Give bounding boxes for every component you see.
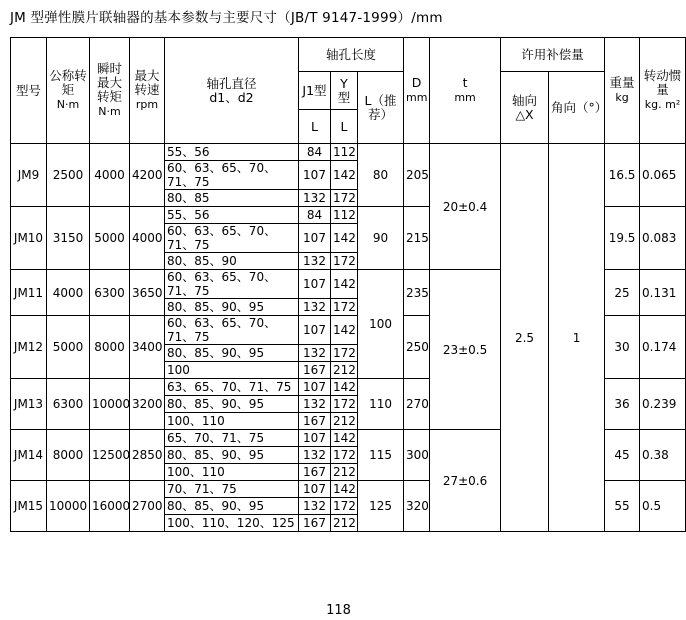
axial-compensation-cell: 2.5 — [501, 144, 549, 532]
weight-cell: 45 — [605, 430, 640, 481]
header-d: D mm — [404, 38, 430, 144]
y-length-cell: 172 — [331, 299, 358, 316]
peak-torque-cell: 16000 — [90, 481, 130, 532]
weight-cell: 16.5 — [605, 144, 640, 207]
nominal-torque-cell: 3150 — [47, 207, 90, 270]
header-l-recommended: L（推荐） — [358, 72, 404, 144]
y-length-cell: 172 — [331, 498, 358, 515]
y-length-cell: 212 — [331, 515, 358, 532]
j1-length-cell: 132 — [299, 345, 331, 362]
bore-diameter-cell: 60、63、65、70、71、75 — [165, 224, 299, 253]
header-compensation: 许用补偿量 — [501, 38, 605, 72]
nominal-torque-cell: 2500 — [47, 144, 90, 207]
bore-diameter-cell: 70、71、75 — [165, 481, 299, 498]
j1-length-cell: 84 — [299, 207, 331, 224]
header-inertia: 转动惯量 kg. m² — [640, 38, 686, 144]
j1-length-cell: 107 — [299, 430, 331, 447]
j1-length-cell: 132 — [299, 447, 331, 464]
y-length-cell: 142 — [331, 161, 358, 190]
j1-length-cell: 107 — [299, 270, 331, 299]
bore-diameter-cell: 100、110 — [165, 464, 299, 481]
d-cell: 300 — [404, 430, 430, 481]
bore-diameter-cell: 55、56 — [165, 207, 299, 224]
y-length-cell: 142 — [331, 481, 358, 498]
bore-diameter-cell: 80、85、90 — [165, 253, 299, 270]
bore-diameter-cell: 60、63、65、70、71、75 — [165, 270, 299, 299]
j1-length-cell: 107 — [299, 161, 331, 190]
bore-diameter-cell: 80、85、90、95 — [165, 299, 299, 316]
bore-diameter-cell: 100、110、120、125 — [165, 515, 299, 532]
y-length-cell: 112 — [331, 207, 358, 224]
j1-length-cell: 167 — [299, 413, 331, 430]
table-title: JM 型弹性膜片联轴器的基本参数与主要尺寸（JB/T 9147-1999）/mm — [10, 10, 443, 26]
model-cell: JM10 — [11, 207, 47, 270]
j1-length-cell: 107 — [299, 379, 331, 396]
header-y-type: Y 型 — [331, 72, 358, 110]
l-recommended-cell: 100 — [358, 270, 404, 379]
header-bore-length: 轴孔长度 — [299, 38, 404, 72]
inertia-cell: 0.38 — [640, 430, 686, 481]
t-value-cell: 23±0.5 — [430, 270, 501, 430]
j1-length-cell: 107 — [299, 481, 331, 498]
bore-diameter-cell: 100 — [165, 362, 299, 379]
weight-cell: 55 — [605, 481, 640, 532]
y-length-cell: 112 — [331, 144, 358, 161]
nominal-torque-cell: 5000 — [47, 316, 90, 379]
bore-diameter-cell: 80、85、90、95 — [165, 447, 299, 464]
max-speed-cell: 3650 — [130, 270, 165, 316]
inertia-cell: 0.239 — [640, 379, 686, 430]
max-speed-cell: 4000 — [130, 207, 165, 270]
y-length-cell: 172 — [331, 190, 358, 207]
j1-length-cell: 167 — [299, 362, 331, 379]
y-length-cell: 172 — [331, 345, 358, 362]
t-value-cell: 27±0.6 — [430, 430, 501, 532]
nominal-torque-cell: 8000 — [47, 430, 90, 481]
j1-length-cell: 132 — [299, 396, 331, 413]
model-cell: JM13 — [11, 379, 47, 430]
header-peak-torque: 瞬时最大转矩 N·m — [90, 38, 130, 144]
y-length-cell: 172 — [331, 447, 358, 464]
header-model: 型号 — [11, 38, 47, 144]
inertia-cell: 0.174 — [640, 316, 686, 379]
d-cell: 250 — [404, 316, 430, 379]
header-bore-diameter: 轴孔直径 d1、d2 — [165, 38, 299, 144]
angular-compensation-cell: 1 — [549, 144, 605, 532]
y-length-cell: 212 — [331, 362, 358, 379]
weight-cell: 36 — [605, 379, 640, 430]
bore-diameter-cell: 80、85、90、95 — [165, 345, 299, 362]
y-length-cell: 172 — [331, 253, 358, 270]
model-cell: JM11 — [11, 270, 47, 316]
j1-length-cell: 84 — [299, 144, 331, 161]
header-weight: 重量 kg — [605, 38, 640, 144]
weight-cell: 19.5 — [605, 207, 640, 270]
nominal-torque-cell: 4000 — [47, 270, 90, 316]
peak-torque-cell: 8000 — [90, 316, 130, 379]
peak-torque-cell: 12500 — [90, 430, 130, 481]
y-length-cell: 212 — [331, 413, 358, 430]
j1-length-cell: 107 — [299, 316, 331, 345]
y-length-cell: 142 — [331, 270, 358, 299]
max-speed-cell: 2850 — [130, 430, 165, 481]
max-speed-cell: 3400 — [130, 316, 165, 379]
nominal-torque-cell: 6300 — [47, 379, 90, 430]
l-recommended-cell: 125 — [358, 481, 404, 532]
model-cell: JM12 — [11, 316, 47, 379]
max-speed-cell: 3200 — [130, 379, 165, 430]
inertia-cell: 0.083 — [640, 207, 686, 270]
y-length-cell: 142 — [331, 224, 358, 253]
header-nominal-torque: 公称转矩 N·m — [47, 38, 90, 144]
weight-cell: 25 — [605, 270, 640, 316]
y-length-cell: 172 — [331, 396, 358, 413]
j1-length-cell: 167 — [299, 464, 331, 481]
inertia-cell: 0.065 — [640, 144, 686, 207]
j1-length-cell: 167 — [299, 515, 331, 532]
l-recommended-cell: 80 — [358, 144, 404, 207]
peak-torque-cell: 10000 — [90, 379, 130, 430]
peak-torque-cell: 5000 — [90, 207, 130, 270]
header-j1-l: L — [299, 110, 331, 144]
j1-length-cell: 107 — [299, 224, 331, 253]
bore-diameter-cell: 60、63、65、70、71、75 — [165, 316, 299, 345]
peak-torque-cell: 4000 — [90, 144, 130, 207]
y-length-cell: 142 — [331, 379, 358, 396]
d-cell: 270 — [404, 379, 430, 430]
bore-diameter-cell: 80、85 — [165, 190, 299, 207]
inertia-cell: 0.5 — [640, 481, 686, 532]
l-recommended-cell: 90 — [358, 207, 404, 270]
peak-torque-cell: 6300 — [90, 270, 130, 316]
coupling-parameters-table — [10, 37, 686, 532]
j1-length-cell: 132 — [299, 299, 331, 316]
j1-length-cell: 132 — [299, 190, 331, 207]
max-speed-cell: 2700 — [130, 481, 165, 532]
j1-length-cell: 132 — [299, 498, 331, 515]
d-cell: 215 — [404, 207, 430, 270]
max-speed-cell: 4200 — [130, 144, 165, 207]
header-y-l: L — [331, 110, 358, 144]
bore-diameter-cell: 60、63、65、70、71、75 — [165, 161, 299, 190]
bore-diameter-cell: 80、85、90、95 — [165, 396, 299, 413]
j1-length-cell: 132 — [299, 253, 331, 270]
l-recommended-cell: 115 — [358, 430, 404, 481]
bore-diameter-cell: 100、110 — [165, 413, 299, 430]
model-cell: JM9 — [11, 144, 47, 207]
bore-diameter-cell: 55、56 — [165, 144, 299, 161]
page-number: 118 — [326, 603, 351, 618]
d-cell: 235 — [404, 270, 430, 316]
header-j1-type: J1型 — [299, 72, 331, 110]
model-cell: JM14 — [11, 430, 47, 481]
header-t: t mm — [430, 38, 501, 144]
header-angular: 角向（°） — [549, 72, 605, 144]
inertia-cell: 0.131 — [640, 270, 686, 316]
header-axial: 轴向△X — [501, 72, 549, 144]
y-length-cell: 142 — [331, 316, 358, 345]
bore-diameter-cell: 63、65、70、71、75 — [165, 379, 299, 396]
d-cell: 205 — [404, 144, 430, 207]
model-cell: JM15 — [11, 481, 47, 532]
d-cell: 320 — [404, 481, 430, 532]
y-length-cell: 212 — [331, 464, 358, 481]
bore-diameter-cell: 65、70、71、75 — [165, 430, 299, 447]
bore-diameter-cell: 80、85、90、95 — [165, 498, 299, 515]
header-max-speed: 最大转速 rpm — [130, 38, 165, 144]
l-recommended-cell: 110 — [358, 379, 404, 430]
y-length-cell: 142 — [331, 430, 358, 447]
t-value-cell: 20±0.4 — [430, 144, 501, 270]
nominal-torque-cell: 10000 — [47, 481, 90, 532]
weight-cell: 30 — [605, 316, 640, 379]
